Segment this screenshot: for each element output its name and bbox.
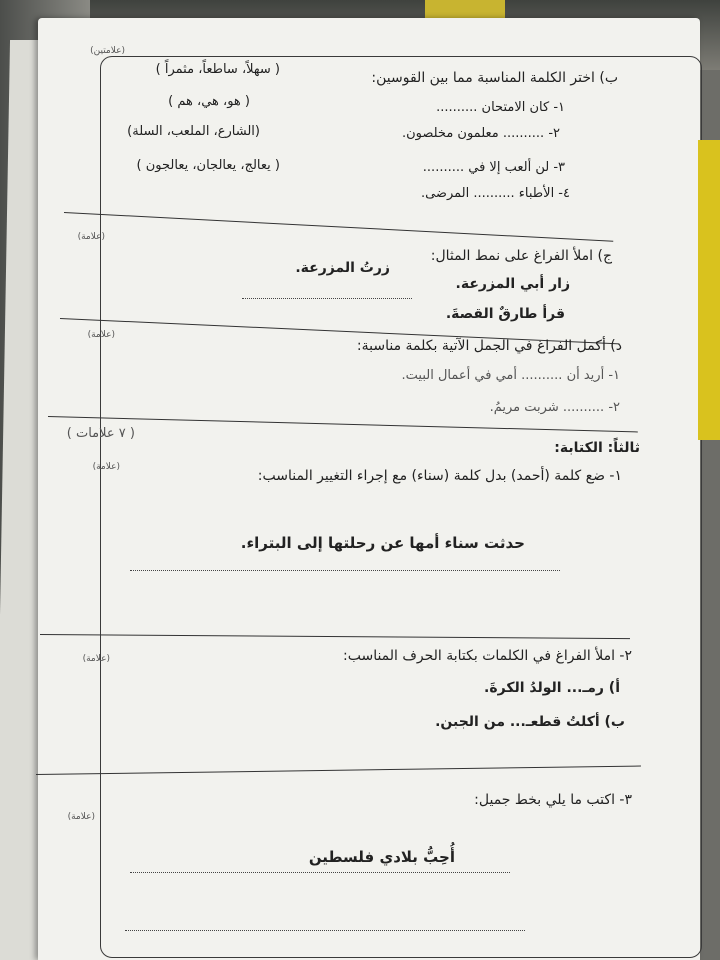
section-d-item-2: ٢- .......... شربت مريمُ. bbox=[489, 400, 620, 415]
section-d-item-1: ١- أريد أن .......... أمي في أعمال البيت. bbox=[401, 368, 620, 383]
section-b-item-3: ٣- لن ألعب إلا في .......... bbox=[422, 160, 565, 175]
writing-heading: ثالثاً: الكتابة: bbox=[554, 440, 640, 456]
section-b-options-2: ( هو، هي، هم ) bbox=[168, 94, 250, 109]
section-c-marks: (علامة) bbox=[77, 232, 105, 242]
answer-line-q3-1 bbox=[130, 872, 510, 873]
background-yellow-edge bbox=[698, 140, 720, 440]
writing-q3-text: أُحِبُّ بلادي فلسطين bbox=[308, 848, 455, 866]
writing-q1: ١- ضع كلمة (أحمد) بدل كلمة (سناء) مع إجراء التغيير المناسب: bbox=[257, 468, 622, 484]
writing-q2-b: ب) أكلتُ قطعـ... من الجبن. bbox=[435, 714, 625, 730]
section-c-heading: ج) املأ الفراغ على نمط المثال: bbox=[430, 248, 612, 264]
writing-q3: ٣- اكتب ما يلي بخط جميل: bbox=[474, 792, 632, 808]
section-c-example-2: زرتُ المزرعة. bbox=[295, 260, 390, 276]
section-b-options-4: ( يعالج، يعالجان، يعالجون ) bbox=[136, 158, 280, 173]
writing-q3-marks: (علامة) bbox=[67, 812, 95, 822]
section-d-marks: (علامة) bbox=[87, 330, 115, 340]
section-b-item-1: ١- كان الامتحان .......... bbox=[436, 100, 565, 115]
section-b-options-1: ( سهلاً، ساطعاً، مثمراً ) bbox=[155, 62, 280, 77]
writing-q2-a: أ) رمـ... الولدُ الكرةَ. bbox=[484, 680, 620, 696]
section-b-heading: ب) اختر الكلمة المناسبة مما بين القوسين: bbox=[371, 70, 618, 86]
section-d-heading: د) أكمل الفراغ في الجمل الآتية بكلمة مناسبة: bbox=[356, 338, 622, 354]
answer-line-q1 bbox=[130, 570, 560, 571]
answer-line-q3-2 bbox=[125, 930, 525, 931]
writing-q2-marks: (علامة) bbox=[82, 654, 110, 664]
section-b-marks: (علامتين) bbox=[90, 46, 125, 56]
page-border bbox=[100, 56, 702, 958]
section-b-item-4: ٤- الأطباء .......... المرضى. bbox=[420, 186, 570, 201]
section-b-item-2: ٢- .......... معلمون مخلصون. bbox=[401, 126, 560, 141]
writing-q1-sentence: حدثت سناء أمها عن رحلتها إلى البتراء. bbox=[240, 534, 525, 552]
section-c-example-1: زار أبي المزرعة. bbox=[455, 276, 570, 292]
writing-q2: ٢- املأ الفراغ في الكلمات بكتابة الحرف المناسب: bbox=[343, 648, 632, 664]
writing-marks: ( ٧ علامات ) bbox=[66, 426, 135, 441]
writing-q1-marks: (علامة) bbox=[92, 462, 120, 472]
section-c-example-3: قرأ طارقٌ القصةَ. bbox=[445, 306, 565, 322]
section-b-options-3: (الشارع، الملعب، السلة) bbox=[127, 124, 260, 139]
answer-line-c bbox=[242, 298, 412, 299]
